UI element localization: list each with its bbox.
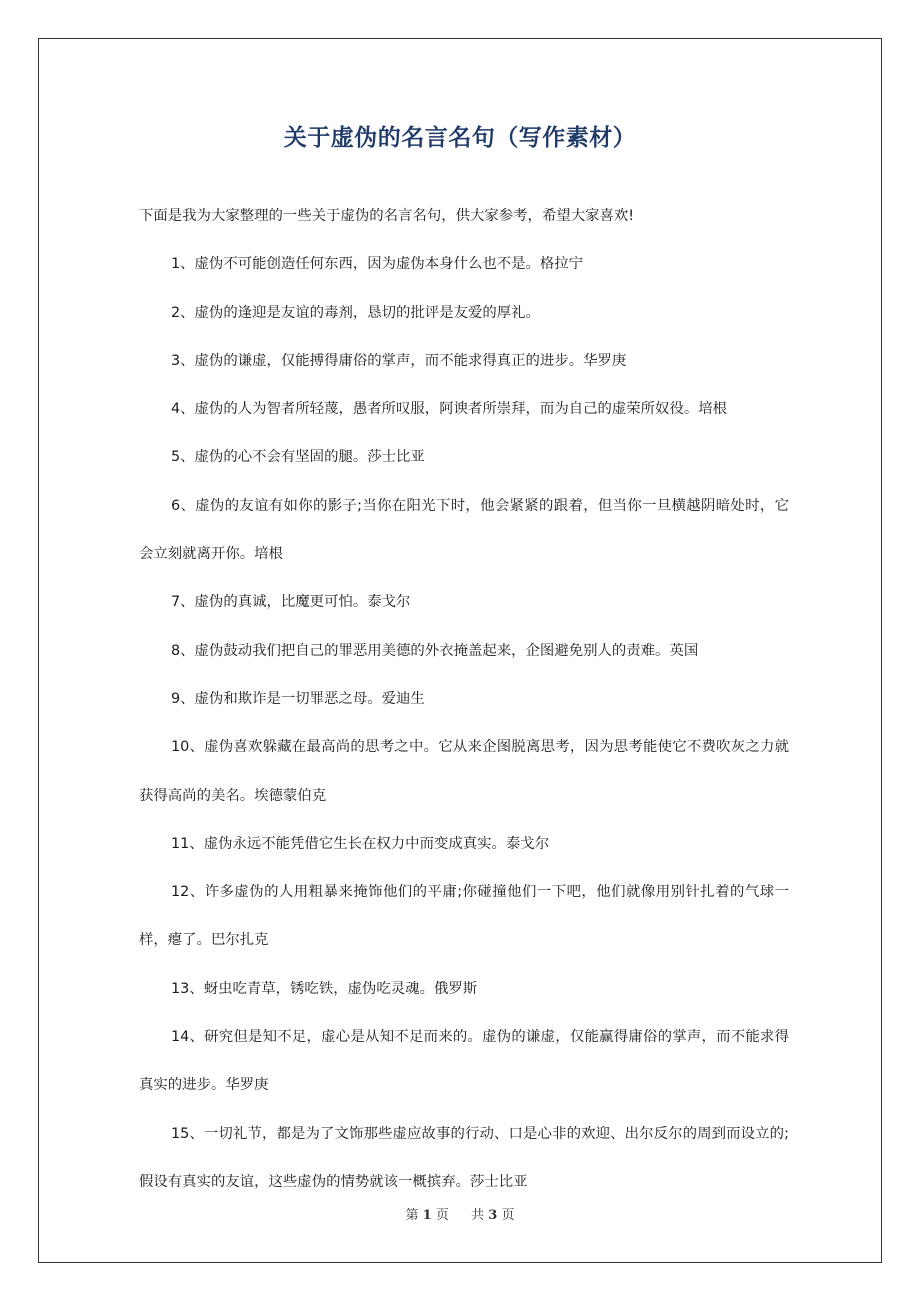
document-body (139, 192, 789, 1206)
quote-item: 11、虚伪永远不能凭借它生长在权力中而变成真实。泰戈尔 (171, 835, 550, 852)
quote-item: 12、许多虚伪的人用粗暴来掩饰他们的平庸;你碰撞他们一下吧，他们就像用别针扎着的气球一样，瘪了。巴尔扎克 (139, 884, 789, 949)
quote-item: 2、虚伪的逢迎是友谊的毒剂，恳切的批评是友爱的厚礼。 (171, 304, 540, 321)
document-title: 关于虚伪的名言名句（写作素材） (283, 125, 637, 151)
page-footer (0, 1206, 920, 1226)
current-page-number: 1 (422, 1208, 432, 1223)
quote-item: 3、虚伪的谦虚，仅能搏得庸俗的掌声，而不能求得真正的进步。华罗庚 (171, 352, 627, 369)
quote-item: 8、虚伪鼓动我们把自己的罪恶用美德的外衣掩盖起来，企图避免别人的责难。英国 (171, 642, 699, 659)
quote-item: 10、虚伪喜欢躲藏在最高尚的思考之中。它从来企图脱离思考，因为思考能使它不费吹灰之力就获得高尚的美名。埃德蒙伯克 (139, 739, 789, 804)
quote-item: 1、虚伪不可能创造任何东西，因为虚伪本身什么也不是。格拉宁 (171, 256, 584, 273)
total-prefix: 共 (471, 1208, 485, 1223)
page-prefix: 第 (405, 1208, 419, 1223)
page-suffix: 页 (435, 1208, 449, 1223)
quote-item: 15、一切礼节，都是为了文饰那些虚应故事的行动、口是心非的欢迎、出尔反尔的周到而设立的;假设有真实的友谊，这些虚伪的情势就该一概摈弃。莎士比亚 (139, 1125, 789, 1190)
quote-item: 4、虚伪的人为智者所轻蔑，愚者所叹服，阿谀者所崇拜，而为自己的虚荣所奴役。培根 (171, 401, 728, 418)
quote-item: 7、虚伪的真诚，比魔更可怕。泰戈尔 (171, 594, 411, 611)
quote-item: 9、虚伪和欺诈是一切罪恶之母。爱迪生 (171, 690, 425, 707)
total-suffix: 页 (501, 1208, 515, 1223)
quote-item: 14、研究但是知不足，虚心是从知不足而来的。虚伪的谦虚，仅能赢得庸俗的掌声，而不能求得真实的进步。华罗庚 (139, 1029, 789, 1094)
quote-item: 6、虚伪的友谊有如你的影子;当你在阳光下时，他会紧紧的跟着，但当你一旦横越阴暗处时，它会立刻就离开你。培根 (139, 497, 789, 563)
total-pages-number: 3 (488, 1208, 498, 1223)
intro-paragraph: 下面是我为大家整理的一些关于虚伪的名言名句，供大家参考，希望大家喜欢! (139, 208, 635, 224)
quote-item: 13、蚜虫吃青草，锈吃铁，虚伪吃灵魂。俄罗斯 (171, 980, 478, 997)
quote-item: 5、虚伪的心不会有坚固的腿。莎士比亚 (171, 449, 425, 466)
